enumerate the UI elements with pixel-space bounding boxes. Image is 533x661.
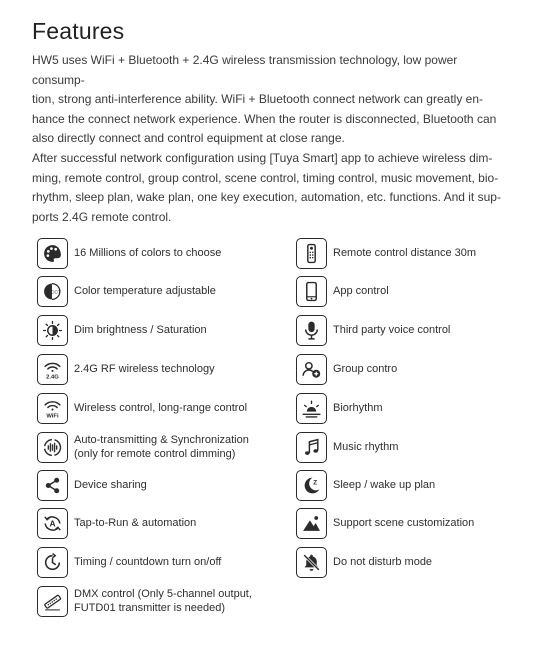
feature-label: Dim brightness / Saturation bbox=[74, 323, 207, 336]
moon-icon bbox=[296, 470, 327, 501]
wifi-icon bbox=[37, 393, 68, 424]
palette-icon bbox=[37, 238, 68, 269]
feature-remote-control bbox=[296, 238, 476, 269]
feature-label: Device sharing bbox=[74, 478, 147, 491]
scene-icon bbox=[296, 508, 327, 539]
page-title: Features bbox=[32, 18, 125, 44]
feature-sharing bbox=[37, 470, 147, 501]
feature-label: Tap-to-Run & automation bbox=[74, 516, 197, 529]
feature-label: Auto-transmitting & Synchronization (only for remote control dimming) bbox=[74, 433, 249, 460]
feature-wifi bbox=[37, 393, 247, 424]
feature-color-temperature bbox=[37, 276, 216, 307]
description-line: HW5 uses WiFi + Bluetooth + 2.4G wireless transmission technology, low power consump- bbox=[32, 53, 458, 87]
feature-label: Timing / countdown turn on/off bbox=[74, 555, 222, 568]
feature-label: Do not disturb mode bbox=[333, 555, 433, 568]
share-icon bbox=[37, 470, 68, 501]
remote-control-icon bbox=[296, 238, 327, 269]
feature-group-control bbox=[296, 354, 397, 385]
description-line: hance the connect network experience. When the router is disconnected, Bluetooth can bbox=[32, 111, 497, 126]
feature-timer bbox=[37, 547, 221, 578]
timer-icon bbox=[37, 547, 68, 578]
description-line: ming, remote control, group control, scene control, timing control, music movement, bio- bbox=[32, 170, 499, 185]
feature-scene-customization bbox=[296, 508, 474, 539]
do-not-disturb-icon bbox=[296, 547, 327, 578]
feature-label: 16 Millions of colors to choose bbox=[74, 246, 222, 259]
feature-automation bbox=[37, 508, 196, 539]
feature-biorhythm bbox=[296, 393, 383, 424]
feature-brightness bbox=[37, 315, 207, 346]
description-line: ports 2.4G remote control. bbox=[32, 209, 172, 224]
description bbox=[32, 51, 504, 227]
phone-icon bbox=[296, 276, 327, 307]
feature-voice-control bbox=[296, 315, 450, 346]
feature-label: Sleep / wake up plan bbox=[333, 478, 436, 491]
feature-label: Wireless control, long-range control bbox=[74, 401, 248, 414]
brightness-icon bbox=[37, 315, 68, 346]
group-icon bbox=[296, 354, 327, 385]
sync-icon bbox=[37, 432, 68, 463]
feature-label: Color temperature adjustable bbox=[74, 284, 216, 297]
feature-label: App control bbox=[333, 284, 389, 297]
feature-colors bbox=[37, 238, 221, 269]
feature-sleep-plan bbox=[296, 470, 435, 501]
automation-icon bbox=[37, 508, 68, 539]
feature-label: Support scene customization bbox=[333, 516, 475, 529]
feature-label: Biorhythm bbox=[333, 401, 383, 414]
feature-label: DMX control (Only 5-channel output, FUTD01 transmitter is needed) bbox=[74, 587, 252, 614]
feature-label: Remote control distance 30m bbox=[333, 246, 477, 259]
feature-label: Group contro bbox=[333, 362, 398, 375]
rf-wireless-icon bbox=[37, 354, 68, 385]
feature-label: Music rhythm bbox=[333, 440, 399, 453]
svg-text:CCT: CCT bbox=[50, 290, 61, 296]
svg-text:A: A bbox=[49, 518, 56, 529]
sunrise-icon bbox=[296, 393, 327, 424]
svg-text:WiFi: WiFi bbox=[46, 413, 59, 419]
feature-app-control bbox=[296, 276, 389, 307]
color-temperature-icon bbox=[37, 276, 68, 307]
feature-music-rhythm bbox=[296, 432, 398, 463]
description-line: rhythm, sleep plan, wake plan, one key execution, automation, etc. functions. And it sup- bbox=[32, 190, 501, 205]
description-line: After successful network configuration using [Tuya Smart] app to achieve wireless dim- bbox=[32, 150, 493, 165]
feature-do-not-disturb bbox=[296, 547, 432, 578]
feature-label: Third party voice control bbox=[333, 323, 451, 336]
svg-text:Z: Z bbox=[313, 479, 318, 487]
svg-text:2.4G: 2.4G bbox=[46, 374, 59, 380]
feature-label: 2.4G RF wireless technology bbox=[74, 362, 215, 375]
dmx-icon bbox=[37, 586, 68, 617]
feature-rf-wireless bbox=[37, 354, 215, 385]
feature-sync bbox=[37, 432, 249, 463]
feature-dmx bbox=[37, 586, 252, 617]
music-note-icon bbox=[296, 432, 327, 463]
microphone-icon bbox=[296, 315, 327, 346]
description-line: tion, strong anti-interference ability. WiFi + Bluetooth connect network can greatly en- bbox=[32, 92, 484, 107]
description-line: also directly connect and control equipment at close range. bbox=[32, 131, 345, 146]
